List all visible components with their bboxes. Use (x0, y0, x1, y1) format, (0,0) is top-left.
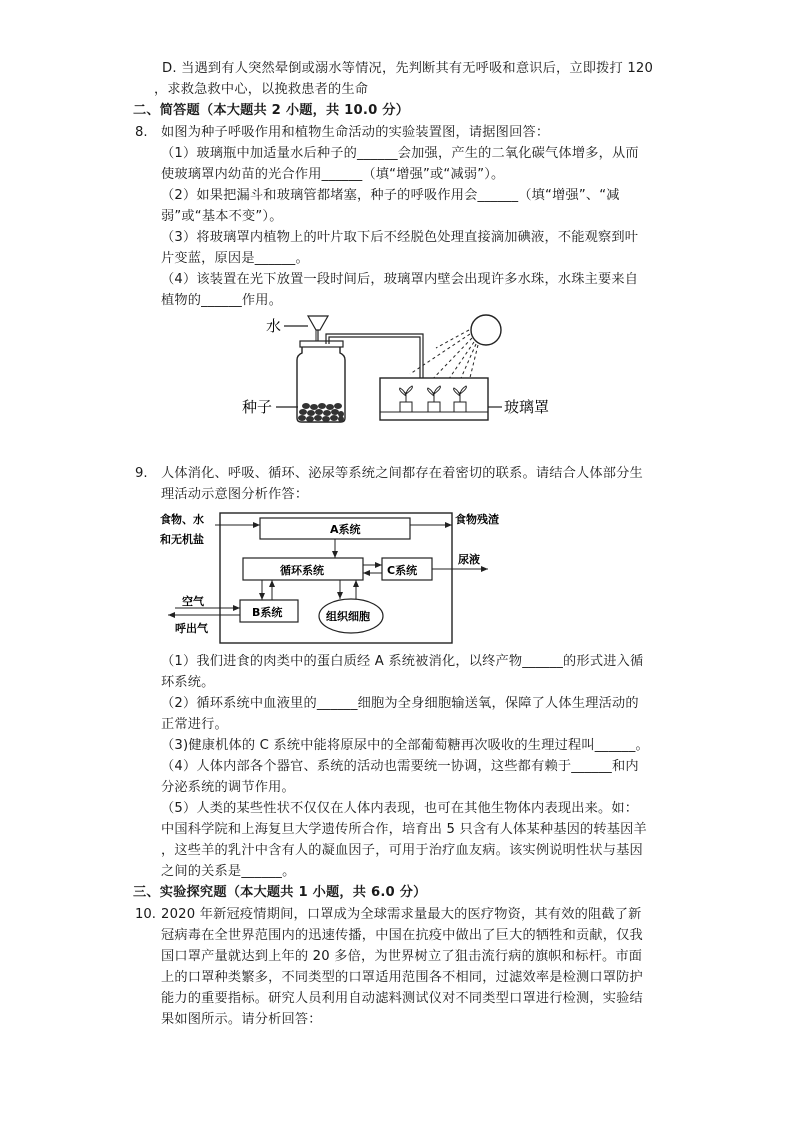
label-inorganic-salt: 和无机盐 (160, 533, 204, 546)
q9-part5-line1: （5）人类的某些性状不仅仅在人体内表现，也可在其他生物体内表现出来。如： (161, 801, 639, 816)
q8-part1-line2: 使玻璃罩内幼苗的光合作用______（填“增强”或“减弱”）。 (161, 167, 505, 182)
q10-line3: 国口罩产量就达到上年的 20 多倍，为世界树立了狙击流行病的旗帜和标杆。市面 (161, 949, 643, 964)
label-food-water: 食物、水 (160, 513, 204, 526)
q9-part3-line1: （3)健康机体的 C 系统中能将原尿中的全部葡萄糖再次吸收的生理过程叫______。 (161, 738, 649, 753)
q9-part5-line2: 中国科学院和上海复旦大学遗传所合作，培育出 5 只含有人体某种基因的转基因羊 (161, 822, 647, 837)
q9-body-system-diagram (160, 508, 500, 648)
funnel (308, 316, 328, 330)
q9-part4-line2: 分泌系统的调节作用。 (161, 780, 295, 795)
label-water: 水 (266, 317, 282, 335)
q9-part4-line1: （4）人体内部各个器官、系统的活动也需要统一协调，这些都有赖于______和内 (161, 759, 639, 774)
q8-part1-line1: （1）玻璃瓶中加适量水后种子的______会加强，产生的二氧化碳气体增多，从而 (161, 146, 639, 161)
q10-line4: 上的口罩种类繁多，不同类型的口罩适用范围各不相同，过滤效率是检测口罩防护 (161, 970, 643, 985)
seeds (298, 403, 344, 422)
system-c-label: C系统 (387, 564, 418, 577)
q9-part5-line4: 之间的关系是______。 (161, 864, 296, 879)
q8-part2-line1: （2）如果把漏斗和玻璃管都堵塞，种子的呼吸作用会______（填“增强”、“减 (161, 188, 620, 203)
label-urine: 尿液 (458, 553, 480, 566)
system-a-label: A系统 (330, 523, 361, 536)
q8-number: 8. (135, 125, 148, 140)
section2-heading: 二、简答题（本大题共 2 小题，共 10.0 分） (133, 103, 410, 118)
q10-line5: 能力的重要指标。研究人员利用自动滤料测试仪对不同类型口罩进行检测，实验结 (161, 991, 643, 1006)
q8-part2-line2: 弱”或“基本不变”）。 (161, 209, 283, 224)
q8-part3-line2: 片变蓝，原因是______。 (161, 251, 309, 266)
q9-part1-line1: （1）我们进食的肉类中的蛋白质经 A 系统被消化，以终产物______的形式进入循 (161, 654, 644, 669)
label-glass-cover: 玻璃罩 (504, 398, 550, 416)
q9-stem-line1: 人体消化、呼吸、循环、泌尿等系统之间都存在着密切的联系。请结合人体部分生 (161, 466, 643, 481)
q10-line2: 冠病毒在全世界范围内的迅速传播，中国在抗疫中做出了巨大的牺牲和贡献，仅我 (161, 928, 643, 943)
q8-part3-line1: （3）将玻璃罩内植物上的叶片取下后不经脱色处理直接滴加碘液，不能观察到叶 (161, 230, 639, 245)
q7-option-d-line2: ，求救急救中心，以挽救患者的生命 (154, 82, 369, 97)
q7-option-d-line1: D. 当遇到有人突然晕倒或溺水等情况，先判断其有无呼吸和意识后，立即拨打 120 (162, 61, 654, 76)
label-food-residue: 食物残渣 (455, 513, 499, 526)
q8-part4-line1: （4）该装置在光下放置一段时间后，玻璃罩内壁会出现许多水珠，水珠主要来自 (161, 272, 639, 287)
q10-line1: 2020 年新冠疫情期间，口罩成为全球需求量最大的医疗物资，其有效的阻截了新 (161, 907, 642, 922)
q9-part1-line2: 环系统。 (161, 675, 215, 690)
q9-part2-line2: 正常进行。 (161, 717, 228, 732)
sun (471, 315, 501, 345)
q9-stem-line2: 理活动示意图分析作答： (161, 487, 309, 502)
q8-stem: 如图为种子呼吸作用和植物生命活动的实验装置图，请据图回答： (161, 125, 550, 140)
q8-apparatus-figure (240, 308, 570, 433)
label-exhaled: 呼出气 (175, 622, 208, 635)
tissue-cells-label: 组织细胞 (326, 610, 370, 623)
section3-heading: 三、实验探究题（本大题共 1 小题，共 6.0 分） (133, 885, 427, 900)
q9-number: 9. (135, 466, 148, 481)
label-air: 空气 (182, 595, 204, 608)
circulatory-label: 循环系统 (280, 564, 324, 577)
label-seed: 种子 (242, 398, 273, 416)
q10-line6: 果如图所示。请分析回答： (161, 1012, 322, 1027)
q8-part4-line2: 植物的______作用。 (161, 293, 283, 308)
q10-number: 10. (135, 907, 156, 922)
q9-part5-line3: ，这些羊的乳汁中含有人的凝血因子，可用于治疗血友病。该实例说明性状与基因 (161, 843, 643, 858)
system-b-label: B系统 (252, 606, 283, 619)
q9-part2-line1: （2）循环系统中血液里的______细胞为全身细胞输送氧，保障了人体生理活动的 (161, 696, 639, 711)
